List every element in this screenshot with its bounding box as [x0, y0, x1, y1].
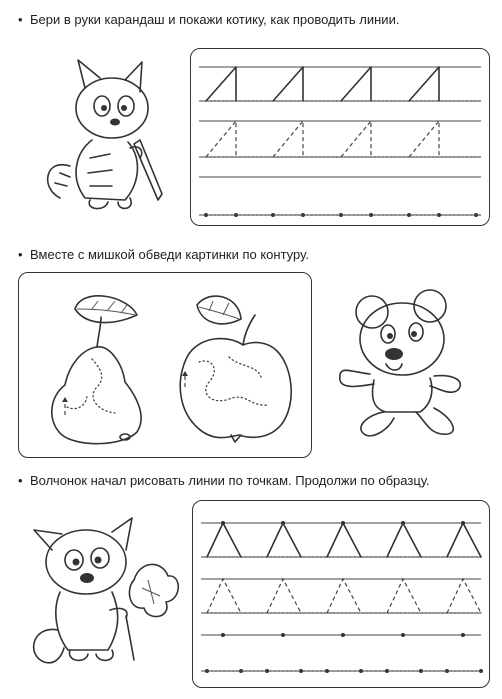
wolf-cub-illustration [22, 510, 187, 670]
pear-illustration[interactable] [37, 287, 157, 449]
tracing-lines-3[interactable] [193, 501, 489, 687]
apple-illustration[interactable] [169, 287, 299, 449]
tracing-panel-2 [18, 272, 312, 458]
tracing-lines-1[interactable] [191, 49, 489, 225]
tracing-panel-3 [192, 500, 490, 688]
instruction-1: • Бери в руки карандаш и покажи котику, как проводить линии. [18, 12, 400, 27]
instruction-2: • Вместе с мишкой обведи картинки по контуру. [18, 247, 309, 262]
instruction-3: • Волчонок начал рисовать линии по точкам. Продолжи по образцу. [18, 473, 430, 488]
tracing-panel-1 [190, 48, 490, 226]
kitten-illustration [30, 48, 180, 213]
bear-cub-illustration [330, 284, 480, 444]
